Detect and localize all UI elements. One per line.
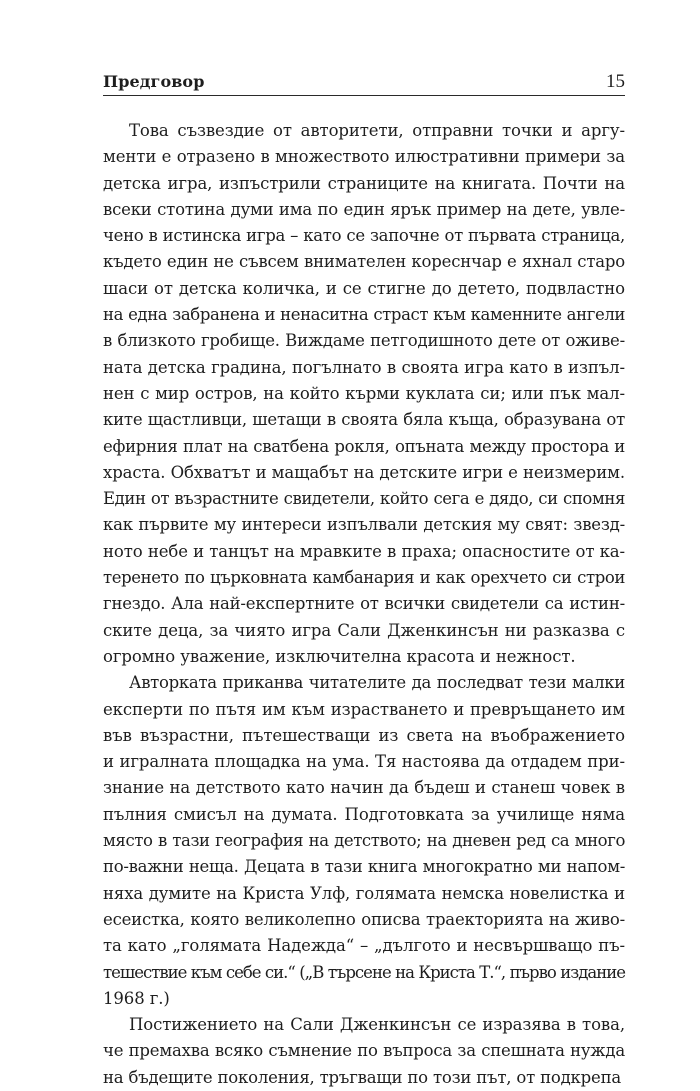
text-line: нен с мир остров, на който кърми куклата си; или пък мал- <box>103 383 625 403</box>
text-line: теренето по църковната камбанария и как орехчето си строи <box>103 568 625 588</box>
text-line: Това съзвездие от авторитети, отправни точки и аргу- <box>129 121 625 140</box>
paragraph <box>103 118 625 670</box>
text-line: Един от възрастните свидетели, който сега е дядо, си спомня <box>103 489 625 509</box>
text-line: ските деца, за чиято игра Сали Дженкинсън ни разказва с <box>103 620 625 640</box>
text-line: пълния смисъл на думата. Подготовката за училище няма <box>103 804 625 824</box>
text-line: шаси от детска количка, и се стигне до детето, подвластно <box>103 278 625 298</box>
text-line: на бъдещите поколения, тръгващи по този път, от подкрепа <box>103 1067 622 1087</box>
text-line: менти е отразено в множеството илюстративни примери за <box>103 147 625 167</box>
running-header <box>103 72 625 94</box>
text-line: огромно уважение, изключителна красота и нежност. <box>103 646 576 666</box>
text-line: ното небе и танцът на мравките в праха; опасностите от ка- <box>103 541 625 561</box>
text-line: Авторката приканва читателите да последват тези малки <box>129 673 625 693</box>
text-line: експерти по пътя им към израстването и превръщането им <box>103 699 625 719</box>
text-line: където един не съвсем внимателен кореснчар е яхнал старо <box>103 252 625 272</box>
header-rule <box>103 95 625 96</box>
text-line: та като „голямата Надежда“ – „дългото и несвършващо пъ- <box>103 936 625 956</box>
text-line: че премахва всяко съмнение по въпроса за спешната нужда <box>103 1041 625 1061</box>
text-line: храста. Обхватът и мащабът на детските игри е неизмерим. <box>103 462 625 482</box>
text-line: детска игра, изпъстрили страниците на книгата. Почти на <box>103 173 625 193</box>
text-line: по-важни неща. Децата в тази книга многократно ми напом- <box>103 857 625 877</box>
body-text <box>103 118 625 1091</box>
text-line: ната детска градина, погълнато в своята игра като в изпъл- <box>103 357 625 377</box>
text-line: и игралната площадка на ума. Тя настоява да отдадем при- <box>103 752 625 772</box>
text-line: няха думите на Криста Улф, голямата немска новелистка и <box>103 883 625 903</box>
text-line: в близкото гробище. Виждаме петгодишното дете от оживе- <box>103 331 625 351</box>
paragraph <box>103 670 625 1012</box>
text-line: Постижението на Сали Дженкинсън се изразява в това, <box>129 1015 625 1035</box>
text-line: ефирния плат на сватбена рокля, опъната между простора и <box>103 436 625 456</box>
text-line: тешествие към себе си.“ („В търсене на Криста Т.“, първо издание <box>103 962 625 982</box>
section-title: Предговор <box>103 72 205 91</box>
paragraph <box>103 1012 625 1091</box>
text-line: чено в истинска игра – като се започне от първата страница, <box>103 226 625 246</box>
text-line: знание на детството като начин да бъдеш и станеш човек в <box>103 778 625 798</box>
text-line: как първите му интереси изпълвали детския му свят: звезд- <box>103 515 625 535</box>
text-line: във възрастни, пътешестващи из света на въображението <box>103 725 625 745</box>
text-line: място в тази география на детството; на дневен ред са много <box>103 831 625 851</box>
text-line: 1968 г.) <box>103 988 170 1008</box>
text-line: всеки стотина думи има по един ярък пример на дете, увле- <box>103 199 625 219</box>
text-line: есеистка, която великолепно описва траекторията на живо- <box>103 909 625 929</box>
text-line: ките щастливци, шетащи в своята бяла къща, образувана от <box>103 410 625 430</box>
page-number: 15 <box>606 71 625 92</box>
text-line: на една забранена и ненаситна страст към каменните ангели <box>103 305 625 325</box>
text-line: гнездо. Ала най-експертните от всички свидетели са истин- <box>103 594 625 614</box>
